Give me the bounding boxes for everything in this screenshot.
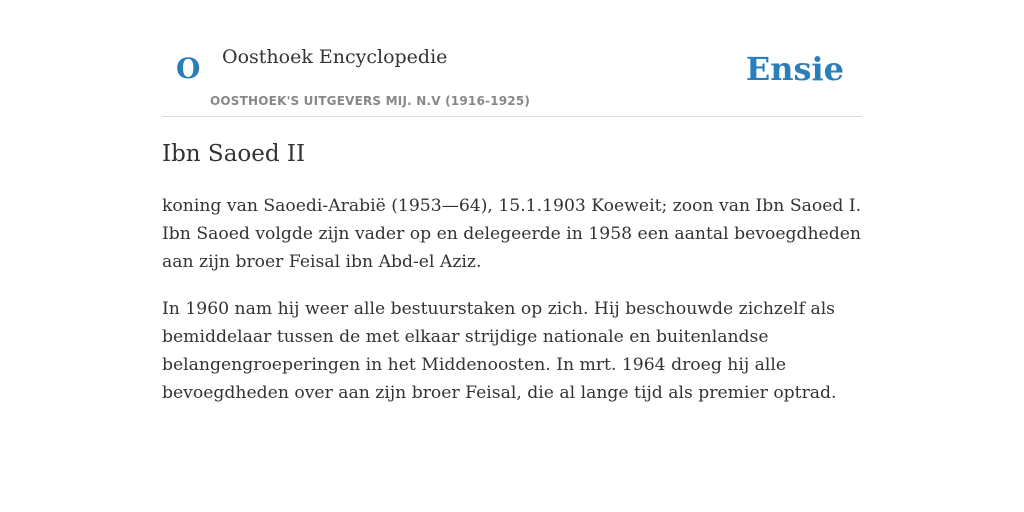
brand-logo-link[interactable]: Ensie [745,50,844,88]
article-paragraph: koning van Saoedi-Arabië (1953—64), 15.1.1903 Koeweit; zoon van Ibn Saoed I. Ibn Saoed volgde zijn vader op en delegeerde in 1958 een aantal bevoegdheden aan zijn broer Feisal ibn Abd-el Aziz. [162,196,862,272]
header [162,30,862,117]
article-title: Ibn Saoed II [162,141,306,167]
article [162,136,864,407]
publisher-subtitle: OOSTHOEK'S UITGEVERS MIJ. N.V (1916-1925) [210,94,531,108]
article-paragraph: In 1960 nam hij weer alle bestuurstaken op zich. Hij beschouwde zichzelf als bemiddelaar tussen de met elkaar strijdige nationale en buitenlandse belangengroeperingen in het Middenoosten. In mrt. 1964 droeg hij alle bevoegdheden over aan zijn broer Feisal, die al lange tijd als premier optrad. [162,299,837,403]
site-title[interactable]: Oosthoek Encyclopedie [222,46,448,68]
logo-icon[interactable]: O [176,52,201,85]
